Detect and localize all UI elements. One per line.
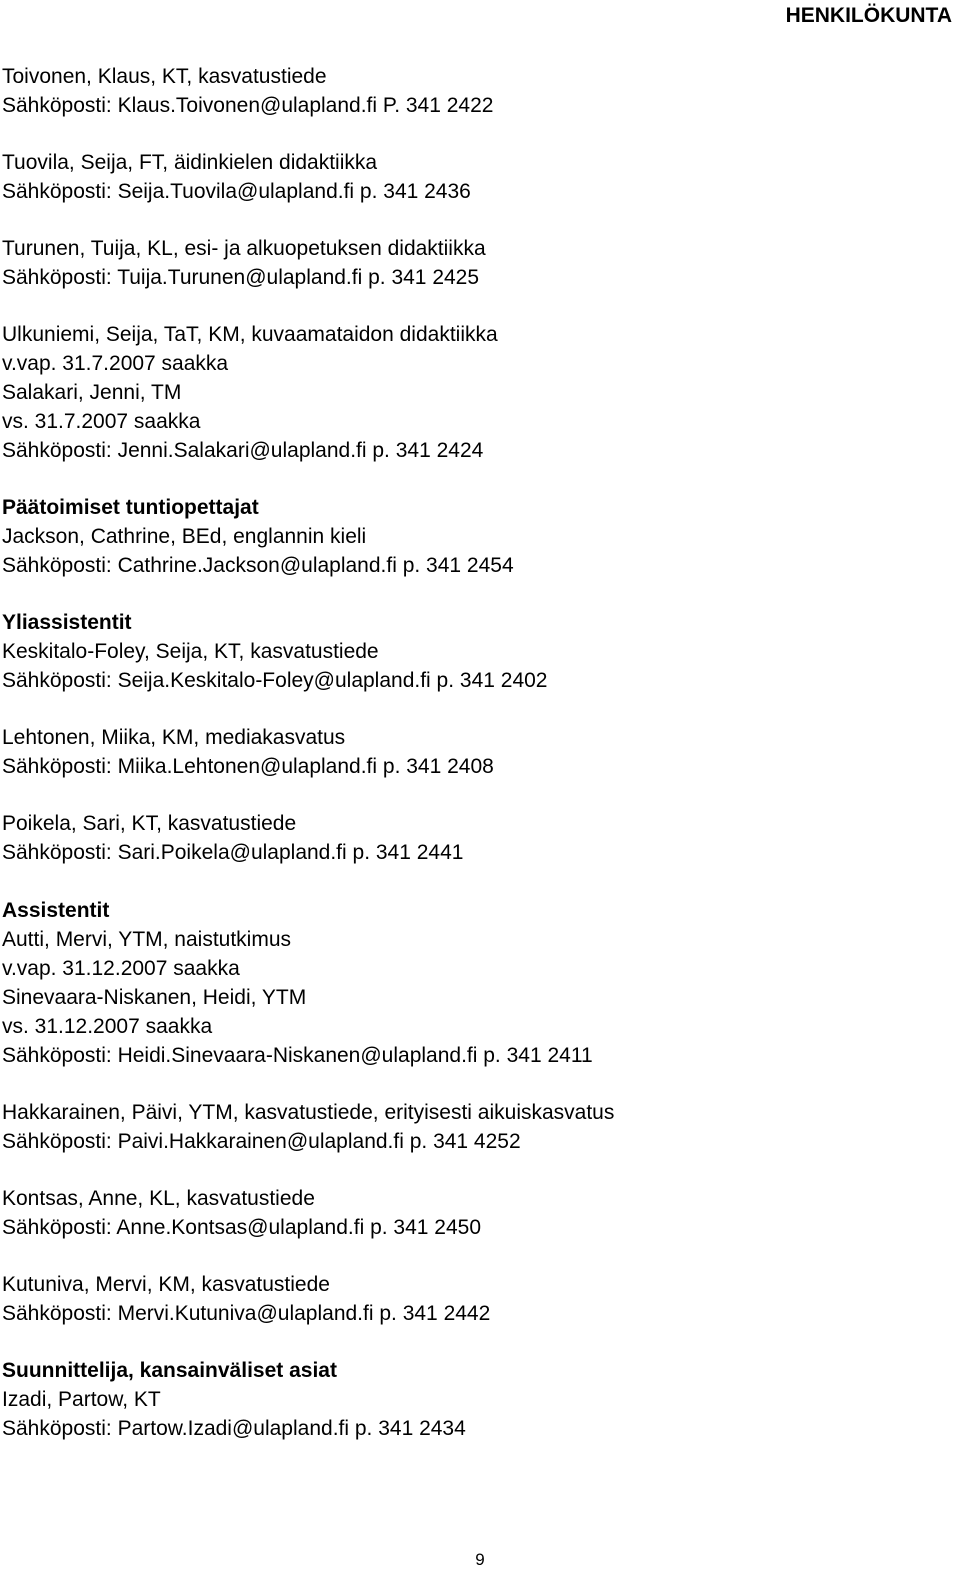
- staff-name: Turunen, Tuija, KL, esi- ja alkuopetuksen didaktiikka: [2, 237, 486, 260]
- staff-name: Hakkarainen, Päivi, YTM, kasvatustiede, erityisesti aikuiskasvatus: [2, 1101, 615, 1124]
- page-header: HENKILÖKUNTA: [785, 4, 952, 27]
- staff-email: Sähköposti: Jenni.Salakari@ulapland.fi p. 341 2424: [2, 439, 484, 462]
- staff-note: v.vap. 31.7.2007 saakka: [2, 352, 229, 375]
- staff-name: Izadi, Partow, KT: [2, 1388, 161, 1411]
- page-number: 9: [475, 1550, 485, 1569]
- section-heading: Suunnittelija, kansainväliset asiat: [2, 1359, 337, 1382]
- staff-name: Kontsas, Anne, KL, kasvatustiede: [2, 1187, 315, 1210]
- staff-email: Sähköposti: Anne.Kontsas@ulapland.fi p. 341 2450: [2, 1216, 482, 1239]
- staff-name: Tuovila, Seija, FT, äidinkielen didaktiikka: [2, 151, 378, 174]
- staff-note: vs. 31.7.2007 saakka: [2, 410, 201, 433]
- staff-email: Sähköposti: Paivi.Hakkarainen@ulapland.fi p. 341 4252: [2, 1130, 521, 1153]
- staff-name: Ulkuniemi, Seija, TaT, KM, kuvaamataidon didaktiikka: [2, 323, 498, 346]
- section-heading: Päätoimiset tuntiopettajat: [2, 496, 259, 519]
- staff-email: Sähköposti: Mervi.Kutuniva@ulapland.fi p. 341 2442: [2, 1302, 491, 1325]
- section-heading: Assistentit: [2, 899, 110, 922]
- staff-email: Sähköposti: Tuija.Turunen@ulapland.fi p. 341 2425: [2, 266, 480, 289]
- staff-email: Sähköposti: Miika.Lehtonen@ulapland.fi p. 341 2408: [2, 755, 494, 778]
- staff-name: Autti, Mervi, YTM, naistutkimus: [2, 928, 292, 951]
- staff-name: Sinevaara-Niskanen, Heidi, YTM: [2, 986, 307, 1009]
- staff-email: Sähköposti: Sari.Poikela@ulapland.fi p. 341 2441: [2, 841, 464, 864]
- staff-name: Keskitalo-Foley, Seija, KT, kasvatustiede: [2, 640, 379, 663]
- staff-name: Jackson, Cathrine, BEd, englannin kieli: [2, 525, 367, 548]
- staff-name: Lehtonen, Miika, KM, mediakasvatus: [2, 726, 346, 749]
- staff-email: Sähköposti: Seija.Tuovila@ulapland.fi p. 341 2436: [2, 180, 471, 203]
- staff-name: Kutuniva, Mervi, KM, kasvatustiede: [2, 1273, 330, 1296]
- staff-email: Sähköposti: Cathrine.Jackson@ulapland.fi p. 341 2454: [2, 554, 514, 577]
- staff-name: Salakari, Jenni, TM: [2, 381, 182, 404]
- staff-name: Poikela, Sari, KT, kasvatustiede: [2, 812, 297, 835]
- staff-email: Sähköposti: Seija.Keskitalo-Foley@ulapland.fi p. 341 2402: [2, 669, 548, 692]
- staff-note: v.vap. 31.12.2007 saakka: [2, 957, 240, 980]
- section-heading: Yliassistentit: [2, 611, 132, 634]
- staff-name: Toivonen, Klaus, KT, kasvatustiede: [2, 65, 327, 88]
- staff-email: Sähköposti: Partow.Izadi@ulapland.fi p. 341 2434: [2, 1417, 466, 1440]
- staff-email: Sähköposti: Heidi.Sinevaara-Niskanen@ulapland.fi p. 341 2411: [2, 1044, 593, 1067]
- staff-email: Sähköposti: Klaus.Toivonen@ulapland.fi P. 341 2422: [2, 94, 494, 117]
- staff-note: vs. 31.12.2007 saakka: [2, 1015, 213, 1038]
